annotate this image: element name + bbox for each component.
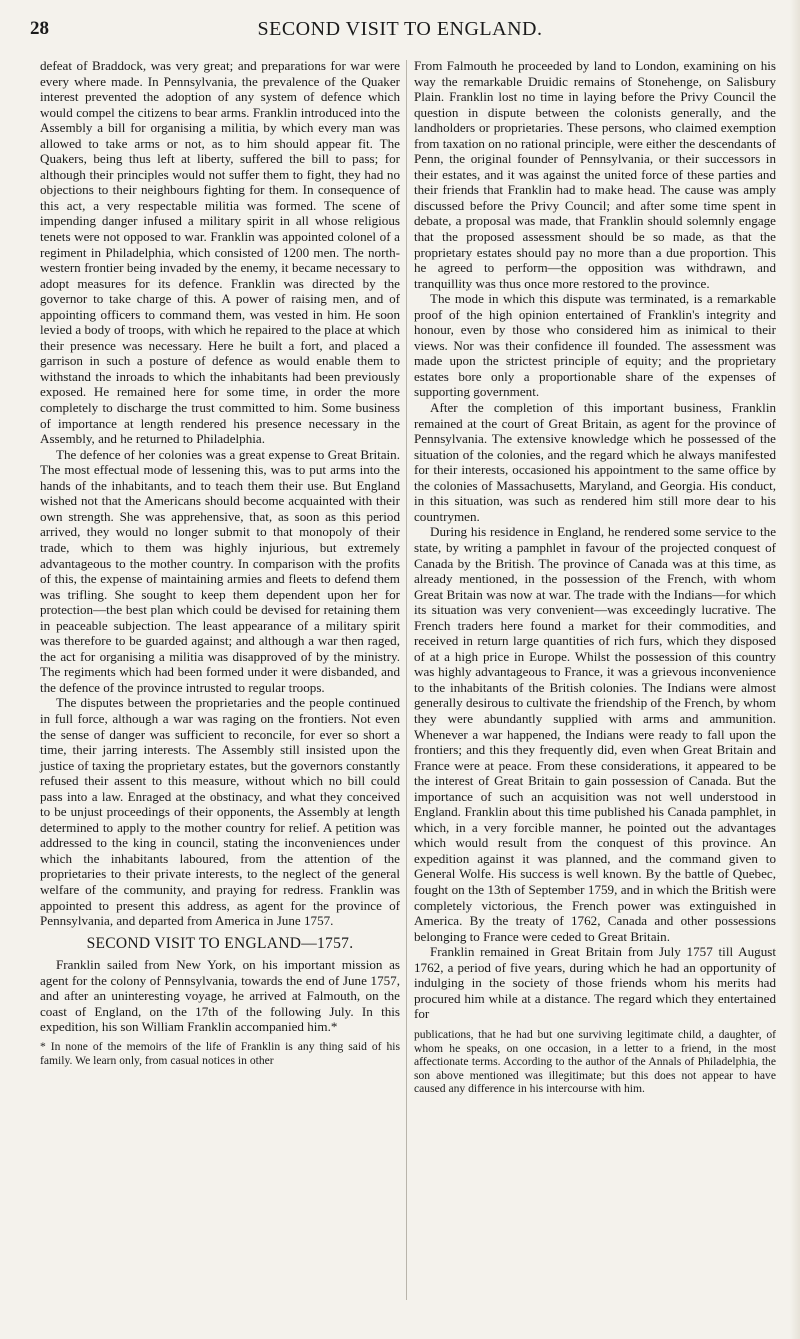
paragraph: Franklin remained in Great Britain from July 1757 till August 1762, a period of five years, during which he had an opportunity of indulging in the society of those friends whom his merits had procured him while at a distance. The regard which they entertained for [414,944,776,1022]
paragraph: After the completion of this important business, Franklin remained at the court of Great Britain, as agent for the province of Pennsylvania. The extensive knowledge which he possessed of the situation of the colonies, and the regard which he always manifested for their interests, occasioned his appointment to the same office by the colonies of Massachusetts, Maryland, and Georgia. His conduct, in this situation, was such as rendered him still more dear to his countrymen. [414,400,776,524]
section-heading: SECOND VISIT TO ENGLAND—1757. [86,934,354,952]
paragraph: From Falmouth he proceeded by land to London, examining on his way the remarkable Druidic remains of Stonehenge, on Salisbury Plain. Franklin lost no time in laying before the Privy Council the question in dispute between the colonists generally, and the landholders or proprietaries. These persons, who claimed exemption from taxation on no rational principle, were either the descendants of Penn, the original founder of Pennsylvania, or their successors in their estates, and it was against the united force of these parties and their friends that Franklin had to make head. The cause was amply discussed before the Privy Council; and after some time spent in debate, a proposal was made, that Franklin should solemnly engage that the proposed assessment should be so made, as that the proprietary estates should pay no more than a due proportion. This he agreed to perform—the opposition was withdrawn, and tranquillity was thus once more restored to the province. [414,58,776,291]
footnote: * In none of the memoirs of the life of Franklin is any thing said of his family. We learn only, from casual notices in other [40,1039,400,1067]
page-edge-shadow [790,0,800,1339]
paragraph: Franklin sailed from New York, on his important mission as agent for the colony of Pennsylvania, towards the end of June 1757, and after an uninteresting voyage, he arrived at Falmouth, on the coast of England, on the 17th of the following July. In this expedition, his son William Franklin accompanied him.* [40,957,400,1035]
page-header [0,18,800,48]
paragraph: The defence of her colonies was a great expense to Great Britain. The most effectual mode of lessening this, was to put arms into the hands of the inhabitants, and to teach them their use. But England wished not that the Americans should become acquainted with their own strength. She was apprehensive, that, as soon as this period arrived, they would no longer submit to that monopoly of their trade, which to them was highly injurious, but extremely advantageous to the mother country. In comparison with the profits of this, the expense of maintaining armies and fleets to defend them was trifling. She sought to keep them dependent upon her for protection—the best plan which could be devised for retaining them in peaceable subjection. The least appearance of a military spirit was therefore to be guarded against; and although a war then raged, the act for organising a militia was disapproved of by the ministry. The regiments which had been formed under it were disbanded, and the defence of the province intrusted to regular troops. [40,446,400,695]
running-title: SECOND VISIT TO ENGLAND. [257,18,543,40]
paragraph: The mode in which this dispute was terminated, is a remarkable proof of the high opinion entertained of Franklin's integrity and honour, even by those who considered him as inimical to their views. Nor was their confidence ill founded. The assessment was made upon the strictest principle of equity; and the proprietary estates bore only a proportionable share of the expenses of supporting government. [414,291,776,400]
footnote-continuation: publications, that he had but one surviving legitimate child, a daughter, of whom he speaks, on one occasion, in a letter to a friend, in the most affectionate terms. According to the author of the Annals of Philadelphia, the son above mentioned was illegitimate; but this does not appear to have caused any difference in his intercourse with him. [414,1027,776,1096]
page-number: 28 [30,18,49,39]
paragraph: During his residence in England, he rendered some service to the state, by writing a pamphlet in favour of the projected conquest of Canada by the British. The province of Canada was at this time, as already mentioned, in the possession of the French, with whom Great Britain was now at war. The trade with the Indians—for which its situation was very convenient—was exceedingly lucrative. The French traders here found a market for their commodities, and received in return large quantities of rich furs, which they disposed of at a high price in Europe. Whilst the possession of this country was highly advantageous to France, it was a grievous inconvenience to the inhabitants of the British colonies. The Indians were almost generally desirous to cultivate the friendship of the French, by whom they were abundantly supplied with arms and ammunition. Whenever a war happened, the Indians were ready to fall upon the frontiers; and this they frequently did, even when Great Britain and France were at peace. From these considerations, it appeared to be the interest of Great Britain to gain possession of Canada. But the importance of such an acquisition was not well understood in England. Franklin about this time published his Canada pamphlet, in which, in a very forcible manner, he pointed out the advantages which would result from the conquest of this province. An expedition against it was planned, and the command given to General Wolfe. His success is well known. By the battle of Quebec, fought on the 13th of September 1759, and in which the British were completely victorious, the French power was extinguished in America. By the treaty of 1762, Canada and other possessions belonging to France were ceded to Great Britain. [414,524,776,944]
paragraph: defeat of Braddock, was very great; and preparations for war were every where made. In Pennsylvania, the prevalence of the Quaker interest prevented the adoption of any system of defence which would compel the citizens to bear arms. Franklin introduced into the Assembly a bill for organising a militia, by which every man was allowed to take arms or not, as to him should appear fit. The Quakers, being thus left at liberty, suffered the bill to pass; for although their principles would not suffer them to fight, they had no objections to their neighbours fighting for them. In consequence of this act, a very respectable militia was formed. The scene of impending danger infused a military spirit in all whose religious tenets were not opposed to war. Franklin was appointed colonel of a regiment in Philadelphia, which consisted of 1200 men. The north-western frontier being invaded by the enemy, it became necessary to adopt measures for its defence. Franklin was directed by the governor to take charge of this. A power of raising men, and of appointing officers to command them, was vested in him. He soon levied a body of troops, with which he repaired to the place at which their presence was necessary. Here he built a fort, and placed a garrison in such a posture of defence as would enable them to withstand the inroads to which the inhabitants had been previously exposed. He remained here for some time, in order the more completely to discharge the trust committed to him. Some business of importance at length rendered his presence necessary in the Assembly, and he returned to Philadelphia. [40,58,400,447]
right-column [414,58,776,1096]
paragraph: The disputes between the proprietaries and the people continued in full force, although a war was raging on the frontiers. Not even the sense of danger was sufficient to reconcile, for ever so short a time, their jarring interests. The Assembly still insisted upon the justice of taxing the proprietary estates, but the governors constantly refused their assent to this measure, without which no bill could pass into a law. Enraged at the obstinacy, and what they conceived to be unjust proceedings of their opponents, the Assembly at length determined to apply to the mother country for relief. A petition was addressed to the king in council, stating the inconveniences under which the inhabitants laboured, from the attention of the proprietaries to their private interests, to the neglect of the general welfare of the community, and praying for redress. Franklin was appointed to present this address, as agent for the province of Pennsylvania, and departed from America in June 1757. [40,695,400,929]
left-column [40,58,400,1067]
column-divider [406,60,407,1300]
